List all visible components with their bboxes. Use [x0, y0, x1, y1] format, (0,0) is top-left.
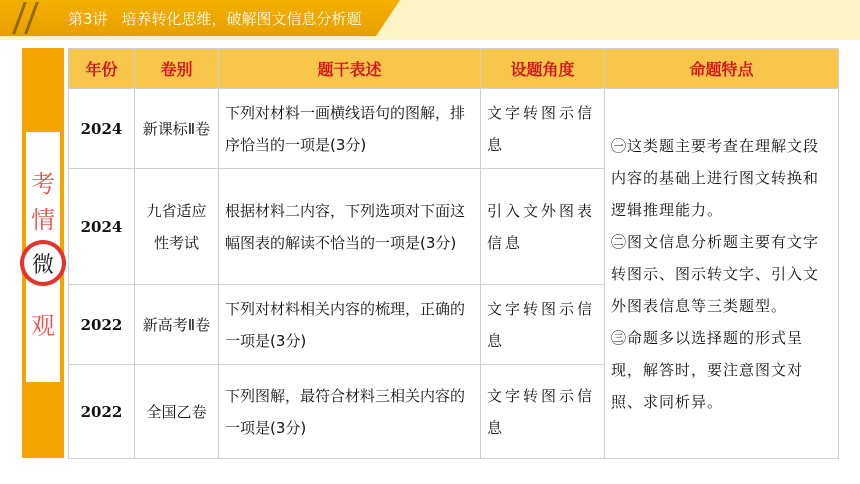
- header-year: 年份: [69, 49, 135, 89]
- banner-title: [68, 8, 362, 29]
- lecture-number: 第3讲: [68, 10, 108, 28]
- cell-angle: 文字转图示信息: [481, 89, 605, 169]
- cell-paper: 新课标Ⅱ卷: [135, 89, 219, 169]
- cell-year: 2024: [69, 169, 135, 285]
- header-features: 命题特点: [605, 49, 839, 89]
- cell-stem: 下列对材料一画横线语句的图解，排序恰当的一项是(3分): [219, 89, 481, 169]
- cell-year: 2022: [69, 285, 135, 365]
- feature-item: ㊁图文信息分析题主要有文字转图示、图示转文字、引入文外图表信息等三类题型。: [611, 232, 820, 315]
- header-angle: 设题角度: [481, 49, 605, 89]
- header-paper: 卷别: [135, 49, 219, 89]
- side-char: 微: [24, 244, 62, 282]
- cell-angle: 文字转图示信息: [481, 285, 605, 365]
- cell-stem: 下列对材料相关内容的梳理，正确的一项是(3分): [219, 285, 481, 365]
- table-row: [69, 89, 839, 169]
- cell-year: 2022: [69, 365, 135, 459]
- exam-table: [68, 48, 839, 459]
- header-stem: 题干表述: [219, 49, 481, 89]
- side-char: 考: [31, 170, 55, 198]
- cell-year: 2024: [69, 89, 135, 169]
- cell-paper: 九省适应性考试: [135, 169, 219, 285]
- cell-stem: 下列图解，最符合材料三相关内容的一项是(3分): [219, 365, 481, 459]
- side-circle-badge: [20, 240, 66, 286]
- table-header-row: [69, 49, 839, 89]
- feature-item: ㊀这类题主要考查在理解文段内容的基础上进行图文转换和逻辑推理能力。: [611, 136, 820, 219]
- cell-paper: 全国乙卷: [135, 365, 219, 459]
- cell-features: [605, 89, 839, 459]
- feature-item: ㊂命题多以选择题的形式呈现，解答时，要注意图文对照、求同析异。: [611, 328, 804, 411]
- lecture-title: 培养转化思维，破解图文信息分析题: [121, 10, 362, 28]
- cell-angle: 引入文外图表信息: [481, 169, 605, 285]
- side-char: 情: [31, 206, 55, 234]
- cell-angle: 文字转图示信息: [481, 365, 605, 459]
- cell-stem: 根据材料二内容，下列选项对下面这幅图表的解读不恰当的一项是(3分): [219, 169, 481, 285]
- cell-paper: 新高考Ⅱ卷: [135, 285, 219, 365]
- side-char: 观: [31, 312, 55, 340]
- top-banner: [0, 0, 860, 40]
